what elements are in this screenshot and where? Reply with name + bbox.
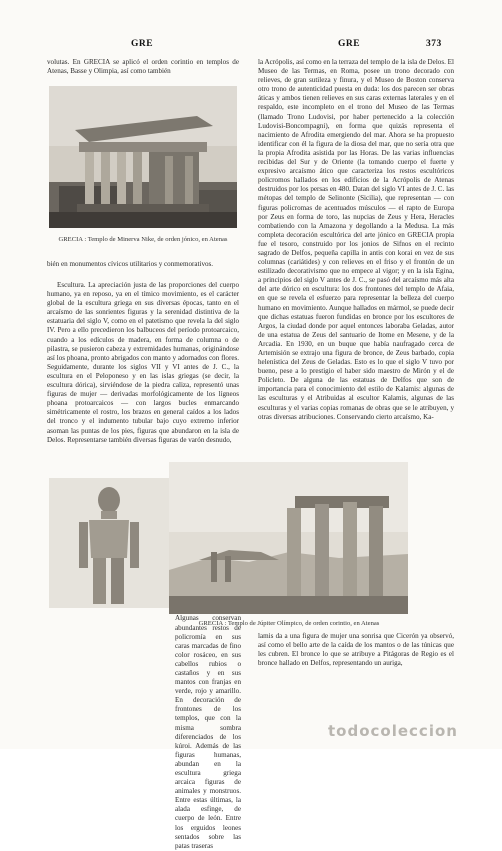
photo-temple-athena-nike	[49, 86, 237, 228]
kouros-illustration	[49, 478, 169, 608]
left-column-sculpture: Escultura. La apreciación justa de las proporciones del cuerpo humano, ya en reposo, ya en el tímico movimiento, es el carácter global de la escultura griega en sus diversas épocas, tanto en el arcaísmo de las sonrientes figuras y la serenidad distintiva de la estatuaria del siglo V, como en el patetismo que revela la del siglo IV. Pero a ello precedieron los balbuceos del período protoarcaico, cuando a los edículos de madera, en forma de columna o de pilastra, se pusieron cabeza y extremidades humanas, originándose así los phoana, pronto abrigados con manto y adornados con flores. Seguidamente, durante los siglos VII y VI antes de J. C., la escultura en el Peloponeso y en las islas griegas (se decir, la escultura dórica), sirviéndose de la piedra caliza, representó unas figuras de mujer — derivadas morfológicamente de los lígneos phoana protoarcaicos — con largos bucles enmarcando simétricamente el rostro, los brazos en general caídos a los lados del tronco y el indumento tubular bajo cuyo extremo inferior asoman las puntas de los pies, figuras que abundaron en la isla de Delos. Representarse también diversas figuras de varón desnudo,	[47, 281, 239, 444]
right-column-text: la Acrópolis, así como en la terraza del templo de la isla de Delos. El Museo de las Termas, en Roma, posee un trono decorado con relieves, de gran sutileza y finura, y el Museo de Boston conserva otro trono de autenticidad puesta en duda: los dos parecen ser obras áticas y ambos tienen relieves en sus caras externas laterales y en el respaldo, este incompleto en el trono del Museo de las Termas (llamado Trono Ludovisi, por haber pertenecido a la colección Ludovisi-Boncompagni), en forma que quizás representa el nacimiento de Afrodita emergiendo del mar. Ahora se ha propuesto identificar con él la figura de la diosa del mar, que no sería otra que la propia Afrodita asistida por las Horas. De las varias influencias recibidas del Sur y de Oriente (la tomando cuerpo el fuerte y expresivo arcaísmo ático que caracteriza los restos escultóricos policromos hallados en los edificios de la Acrópolis de Atenas destruidos por los persas en 480. Datan del siglo VI antes de J. C. las métopas del templo de Selinonte (Sicilia), que representan — con figuras policromas de acentuados músculos — el rapto de Europa por Zeus en forma de toro, las nupcias de Zeus y Hera, Heracles combatiendo con la Amazona y degollando a la Medusa. La más completa decoración escultórica del arte jónico en GRECIA propia fue el tesoro, construido por los jonios de Sifnos en el recinto sagrado de Delfos, pequeña capilla in antis con korai en vez de sus columnas (cariátides) y con relieves en el friso y el frontón de un estilizado decorativismo que no empece al vigor; y en la isla Egina, a principios del siglo V antes de J. C., se pasó del arcaísmo más alta del arte dórico en escultura: los dos frontones del templo de Afaia, en que se revela el esfuerzo para representar la belleza del cuerpo humano en movimiento. Aunque hallados en mármol, se puede decir que dichas estatuas fueron fundidas en bronce por los escultores de Argos, la ciudad donde por aquel entonces laboraba Geladas, autor de una estatua de Zeus del santuario de Itome en Mesene, y de la Arcadia. En 1930, en un buque que había naufragado cerca de Artemisión se extrajo una figura de bronce, de Zeus barbado, copia helenística del Zeus de Geladas. Esto es lo que el siglo V tuvo por bueno, pese a lo prestigio el haber sido maestro de Mirón y el de Policleto. De alguna de las estatuas de Delfos que son de importancia para el conocimiento del estilo de Kalamis: algunas de las esculturas y el Atribuidas al escultor Kalamis, algunas de las esculturas y el varias copias romanas de obras que se le atribuyen, y otras diversas atribuciones. Conservando cierto arcaísmo, Ka-	[258, 58, 454, 421]
left-column-narrow: Algunas conservan abundantes restos de policromía en sus caras marcadas de fino color rosáceo, en sus cabellos rubios o castaños y en sus mantos con franjas en verde, rojo y amarillo. En decoración de frontones de los templos, que con la misma sombra diferenciados de los kúroi. Además de las figuras humanas, abundan en la escultura griega arcaica figuras de animales y monstruos. Entre estas últimas, la alada esfinge, de cuerpo de león. Entre los erguidos leones sentados sobre las patas traseras	[175, 614, 241, 850]
photo2-caption: GRECIA : Templo de Júpiter Olímpico, de orden corintio, en Atenas	[198, 620, 380, 627]
photo1-caption: GRECIA : Templo de Minerva Nike, de orden jónico, en Atenas	[58, 236, 228, 243]
photo-kouros-statue	[49, 478, 169, 608]
left-column-civic: bién en monumentos cívicos utilitarios y conmemorativos.	[47, 260, 214, 268]
header-center-term: GRE	[338, 39, 361, 49]
page-number: 373	[426, 39, 442, 49]
watermark-logo: todocoleccion	[328, 722, 458, 740]
left-column-intro: volutas. En GRECIA se aplicó el orden corintio en templos de Atenas, Basse y Olimpia, así como también	[47, 58, 239, 76]
temple-zeus-illustration	[169, 462, 408, 614]
temple-nike-illustration	[49, 86, 237, 228]
header-left-term: GRE	[131, 39, 154, 49]
right-column-bottom: lamis da a una figura de mujer una sonrisa que Cicerón ya observó, así como el bello arte de la caída de los mantos o de las túnicas que les cubren. El bronce lo que se atribuye a Pitágoras de Regio es el bronce hallado en Delfos, representando un auriga,	[258, 632, 454, 668]
photo-temple-olympian-zeus	[169, 462, 408, 614]
